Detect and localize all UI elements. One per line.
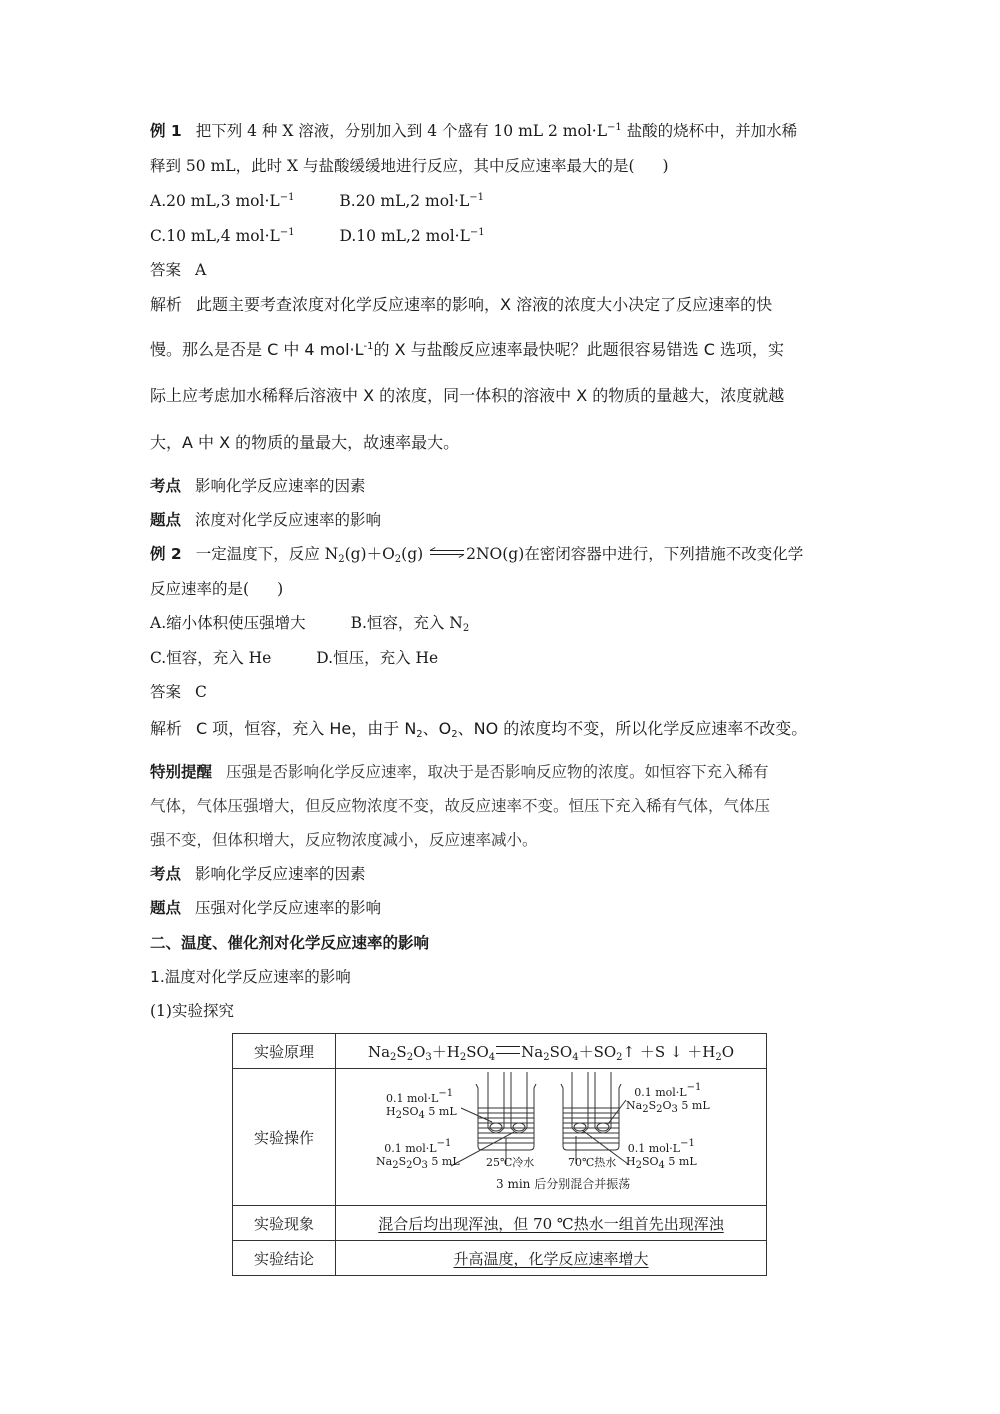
table-value-cell: 升高温度，化学反应速率增大 bbox=[336, 1241, 767, 1276]
example1-question-line1: 例 1 把下列 4 种 X 溶液，分别加入到 4 个盛有 10 mL 2 $mol\cdot L^{-1}$ 盐酸的烧杯中，并加水稀 bbox=[150, 122, 798, 140]
example2-question-line1: 例 2 一定温度下，反应 $N_2(g)+O_2(g)$ 2NO(g)在密闭容器中进行，下列措施不改变化学 bbox=[150, 545, 804, 565]
option-c: C.10 mL,4 $mol\cdot L^{-1}$ bbox=[150, 227, 295, 245]
table-row bbox=[233, 1241, 767, 1276]
option-a: A.20 mL,3 $mol\cdot L^{-1}$ bbox=[150, 192, 295, 210]
example2-analysis: 解析 C 项，恒容，充入 He，由于 $N_2$、$O_2$、NO 的浓度均不变，所以化学反应速率不改变。 bbox=[150, 719, 808, 740]
option-b: B.20 mL,2 $mol\cdot L^{-1}$ bbox=[339, 192, 485, 210]
example1-analysis-line3: 际上应考虑加水稀释后溶液中 X 的浓度，同一体积的溶液中 X 的物质的量越大，浓度就越 bbox=[150, 386, 785, 405]
option-c: C.恒容，充入 He bbox=[150, 649, 272, 667]
example2-answer: 答案 C bbox=[150, 683, 207, 701]
option-d: D.恒压，充入 He bbox=[316, 649, 439, 667]
example2-kaodian: 考点 影响化学反应速率的因素 bbox=[150, 865, 366, 883]
right-water-label: 70℃热水 bbox=[568, 1155, 617, 1169]
section-heading: 二、温度、催化剂对化学反应速率的影响 bbox=[150, 934, 430, 952]
table-value-cell: 混合后均出现浑浊，但 70 ℃热水一组首先出现浑浊 bbox=[336, 1206, 767, 1241]
diagram-cell bbox=[336, 1069, 767, 1206]
example2-question-line2: 反应速率的是( ) bbox=[150, 580, 284, 598]
example2-options-cd bbox=[150, 648, 850, 668]
table-row bbox=[233, 1069, 767, 1206]
subsubsection-heading: (1)实验探究 bbox=[150, 1002, 234, 1020]
option-d: D.10 mL,2 $mol\cdot L^{-1}$ bbox=[339, 227, 485, 245]
table-header-cell: 实验操作 bbox=[233, 1069, 336, 1206]
option-a: A.缩小体积使压强增大 bbox=[150, 614, 306, 632]
table-row bbox=[233, 1034, 767, 1069]
left-top-label: 0.1 $mol\cdot L^{-1}$ $H_2SO_4$ 5 mL bbox=[386, 1087, 457, 1121]
example1-kaodian: 考点 影响化学反应速率的因素 bbox=[150, 477, 366, 495]
example1-analysis-line2: 慢。那么是否是 C 中 4 $mol\cdot L^{-1}$的 X 与盐酸反应速率最快呢？此题很容易错选 C 选项，实 bbox=[150, 340, 784, 359]
example1-label: 例 1 bbox=[150, 122, 182, 140]
left-beaker-icon bbox=[451, 1072, 536, 1166]
example1-analysis-line4: 大，A 中 X 的物质的量最大，故速率最大。 bbox=[150, 433, 460, 452]
diagram-caption: 3 min 后分别混合并振荡 bbox=[496, 1176, 631, 1191]
subsection-heading: 1.温度对化学反应速率的影响 bbox=[150, 968, 351, 986]
example1-question-line2: 释到 50 mL，此时 X 与盐酸缓缓地进行反应，其中反应速率最大的是( ) bbox=[150, 157, 669, 175]
example1-tidian: 题点 浓度对化学反应速率的影响 bbox=[150, 511, 382, 529]
example2-tip-line1: 特别提醒 压强是否影响化学反应速率，取决于是否影响反应物的浓度。如恒容下充入稀有 bbox=[150, 763, 769, 781]
tip-label: 特别提醒 bbox=[150, 763, 213, 781]
example1-analysis-line1: 解析 此题主要考查浓度对化学反应速率的影响，X 溶液的浓度大小决定了反应速率的快 bbox=[150, 295, 773, 314]
experiment-table bbox=[232, 1033, 767, 1276]
example2-label: 例 2 bbox=[150, 545, 182, 563]
table-header-cell: 实验结论 bbox=[233, 1241, 336, 1276]
experiment-diagram bbox=[336, 1070, 766, 1205]
table-header-cell: 实验现象 bbox=[233, 1206, 336, 1241]
equilibrium-arrow-icon bbox=[430, 548, 464, 558]
option-b: B.恒容，充入 $N_2$ bbox=[350, 614, 470, 634]
left-water-label: 25℃冷水 bbox=[486, 1155, 535, 1169]
example1-options-cd bbox=[150, 226, 850, 246]
reaction-equals-icon bbox=[496, 1046, 520, 1054]
right-beaker-icon bbox=[561, 1072, 628, 1164]
example1-options-ab bbox=[150, 191, 850, 211]
example2-options-ab bbox=[150, 613, 850, 633]
example2-tidian: 题点 压强对化学反应速率的影响 bbox=[150, 899, 382, 917]
right-bottom-label: 0.1 $mol\cdot L^{-1}$ $H_2SO_4$ 5 mL bbox=[626, 1137, 697, 1171]
example1-answer: 答案 A bbox=[150, 261, 207, 279]
equation-cell: $Na_2S_2O_3+H_2SO_4$ $Na_2SO_4+SO_2↑ +S$ ↓ $+H_2O$ bbox=[336, 1034, 767, 1069]
table-header-cell: 实验原理 bbox=[233, 1034, 336, 1069]
example2-tip-line2: 气体，气体压强增大，但反应物浓度不变，故反应速率不变。恒压下充入稀有气体，气体压 bbox=[150, 797, 771, 815]
left-bottom-label: 0.1 $mol\cdot L^{-1}$ $Na_2S_2O_3$ 5 mL bbox=[376, 1137, 460, 1171]
example2-tip-line3: 强不变，但体积增大，反应物浓度减小，反应速率减小。 bbox=[150, 831, 538, 849]
table-row bbox=[233, 1206, 767, 1241]
right-top-label: 0.1 $mol\cdot L^{-1}$ $Na_2S_2O_3$ 5 mL bbox=[626, 1081, 710, 1115]
